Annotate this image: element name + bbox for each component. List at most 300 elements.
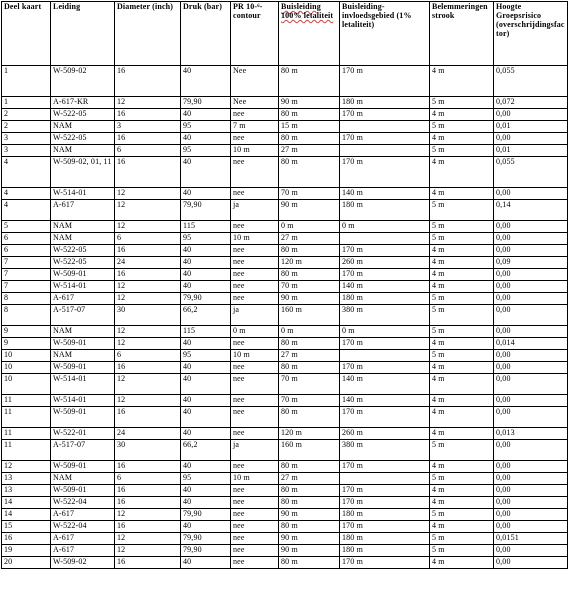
cell-leiding: A-517-07 (51, 305, 115, 326)
cell-druk: 40 (181, 269, 231, 281)
cell-diameter: 30 (115, 305, 181, 326)
cell-groepsrisico: 0,00 (494, 521, 568, 533)
cell-pr-contour: nee (231, 157, 279, 188)
table-row (2, 338, 568, 350)
cell-druk: 40 (181, 245, 231, 257)
cell-invloedsgebied (340, 350, 430, 362)
cell-leiding: W-522-04 (51, 521, 115, 533)
table-row (2, 269, 568, 281)
cell-leiding: NAM (51, 121, 115, 133)
table-row (2, 407, 568, 428)
cell-groepsrisico: 0,055 (494, 157, 568, 188)
cell-deel-kaart: 5 (2, 221, 51, 233)
cell-pr-contour: nee (231, 485, 279, 497)
cell-deel-kaart: 6 (2, 233, 51, 245)
cell-groepsrisico: 0,01 (494, 121, 568, 133)
cell-invloedsgebied: 170 m (340, 338, 430, 350)
cell-invloedsgebied (340, 121, 430, 133)
cell-pr-contour: nee (231, 338, 279, 350)
cell-belemmering: 5 m (430, 97, 494, 109)
cell-belemmering: 5 m (430, 121, 494, 133)
cell-pr-contour: nee (231, 395, 279, 407)
cell-letaliteit: 27 m (279, 473, 340, 485)
cell-groepsrisico: 0,09 (494, 257, 568, 269)
cell-druk: 79,90 (181, 533, 231, 545)
cell-pr-contour: nee (231, 109, 279, 121)
cell-belemmering: 5 m (430, 509, 494, 521)
header-druk: Druk (bar) (181, 2, 231, 66)
cell-invloedsgebied: 180 m (340, 509, 430, 521)
cell-letaliteit: 27 m (279, 145, 340, 157)
header-buisleiding-letaliteit: Buisleiding 100% letaliteit (279, 2, 340, 66)
table-row (2, 157, 568, 188)
cell-groepsrisico: 0,00 (494, 133, 568, 145)
cell-leiding: A-517-07 (51, 440, 115, 461)
cell-leiding: A-617 (51, 200, 115, 221)
cell-invloedsgebied (340, 145, 430, 157)
cell-letaliteit: 120 m (279, 428, 340, 440)
cell-pr-contour: nee (231, 461, 279, 473)
cell-druk: 79,90 (181, 293, 231, 305)
cell-invloedsgebied: 180 m (340, 293, 430, 305)
cell-letaliteit: 27 m (279, 233, 340, 245)
cell-pr-contour: nee (231, 362, 279, 374)
cell-leiding: W-509-01 (51, 338, 115, 350)
table-row (2, 461, 568, 473)
cell-invloedsgebied: 170 m (340, 461, 430, 473)
cell-leiding: NAM (51, 233, 115, 245)
cell-pr-contour: nee (231, 188, 279, 200)
cell-diameter: 16 (115, 497, 181, 509)
table-row (2, 485, 568, 497)
cell-invloedsgebied: 170 m (340, 157, 430, 188)
document-page (1, 1, 567, 569)
cell-leiding: W-514-01 (51, 188, 115, 200)
cell-belemmering: 5 m (430, 350, 494, 362)
cell-invloedsgebied: 140 m (340, 281, 430, 293)
cell-deel-kaart: 14 (2, 497, 51, 509)
cell-diameter: 6 (115, 473, 181, 485)
cell-belemmering: 5 m (430, 233, 494, 245)
cell-letaliteit: 90 m (279, 200, 340, 221)
cell-druk: 40 (181, 557, 231, 569)
cell-letaliteit: 80 m (279, 66, 340, 97)
cell-deel-kaart: 2 (2, 121, 51, 133)
cell-druk: 40 (181, 188, 231, 200)
cell-belemmering: 4 m (430, 395, 494, 407)
table-row (2, 326, 568, 338)
cell-diameter: 12 (115, 533, 181, 545)
cell-druk: 40 (181, 461, 231, 473)
cell-pr-contour: Nee (231, 97, 279, 109)
cell-invloedsgebied: 170 m (340, 66, 430, 97)
cell-druk: 40 (181, 497, 231, 509)
cell-invloedsgebied (340, 473, 430, 485)
cell-invloedsgebied: 170 m (340, 133, 430, 145)
cell-leiding: W-509-02 (51, 557, 115, 569)
cell-pr-contour: nee (231, 374, 279, 395)
cell-belemmering: 4 m (430, 407, 494, 428)
cell-druk: 79,90 (181, 97, 231, 109)
cell-letaliteit: 0 m (279, 326, 340, 338)
cell-diameter: 16 (115, 557, 181, 569)
cell-pr-contour: nee (231, 545, 279, 557)
cell-druk: 79,90 (181, 509, 231, 521)
cell-letaliteit: 80 m (279, 245, 340, 257)
cell-druk: 40 (181, 281, 231, 293)
cell-leiding: W-514-01 (51, 281, 115, 293)
table-row (2, 109, 568, 121)
cell-leiding: W-514-01 (51, 395, 115, 407)
cell-pr-contour: 10 m (231, 145, 279, 157)
cell-diameter: 16 (115, 133, 181, 145)
cell-druk: 40 (181, 157, 231, 188)
cell-invloedsgebied: 170 m (340, 521, 430, 533)
cell-belemmering: 4 m (430, 188, 494, 200)
cell-letaliteit: 80 m (279, 133, 340, 145)
cell-groepsrisico: 0,00 (494, 305, 568, 326)
cell-belemmering: 4 m (430, 557, 494, 569)
cell-letaliteit: 90 m (279, 293, 340, 305)
cell-deel-kaart: 13 (2, 485, 51, 497)
cell-invloedsgebied: 0 m (340, 221, 430, 233)
cell-invloedsgebied: 170 m (340, 362, 430, 374)
cell-druk: 40 (181, 338, 231, 350)
header-groepsrisico: Hoogte Groepsrisico (overschrijdingsfactor) (494, 2, 568, 66)
table-row (2, 293, 568, 305)
cell-diameter: 16 (115, 245, 181, 257)
table-row (2, 374, 568, 395)
cell-leiding: W-509-02 (51, 66, 115, 97)
cell-invloedsgebied: 260 m (340, 257, 430, 269)
cell-pr-contour: Nee (231, 66, 279, 97)
pipeline-table (1, 1, 568, 569)
cell-pr-contour: nee (231, 533, 279, 545)
cell-druk: 95 (181, 350, 231, 362)
cell-deel-kaart: 11 (2, 428, 51, 440)
cell-deel-kaart: 10 (2, 374, 51, 395)
cell-groepsrisico: 0,00 (494, 461, 568, 473)
cell-groepsrisico: 0,00 (494, 395, 568, 407)
cell-groepsrisico: 0,00 (494, 269, 568, 281)
cell-diameter: 12 (115, 221, 181, 233)
cell-leiding: NAM (51, 473, 115, 485)
cell-druk: 40 (181, 133, 231, 145)
cell-belemmering: 4 m (430, 245, 494, 257)
cell-diameter: 3 (115, 121, 181, 133)
cell-druk: 79,90 (181, 200, 231, 221)
table-row (2, 305, 568, 326)
table-row (2, 509, 568, 521)
cell-druk: 40 (181, 521, 231, 533)
cell-diameter: 12 (115, 374, 181, 395)
cell-leiding: NAM (51, 350, 115, 362)
cell-groepsrisico: 0,00 (494, 233, 568, 245)
cell-pr-contour: nee (231, 521, 279, 533)
cell-diameter: 12 (115, 545, 181, 557)
table-row (2, 533, 568, 545)
cell-groepsrisico: 0,00 (494, 281, 568, 293)
cell-deel-kaart: 20 (2, 557, 51, 569)
cell-pr-contour: ja (231, 305, 279, 326)
cell-belemmering: 5 m (430, 293, 494, 305)
cell-deel-kaart: 8 (2, 305, 51, 326)
cell-letaliteit: 80 m (279, 157, 340, 188)
cell-pr-contour: nee (231, 509, 279, 521)
cell-invloedsgebied: 380 m (340, 440, 430, 461)
table-row (2, 350, 568, 362)
cell-groepsrisico: 0,0151 (494, 533, 568, 545)
cell-diameter: 16 (115, 407, 181, 428)
cell-druk: 115 (181, 326, 231, 338)
cell-leiding: NAM (51, 326, 115, 338)
cell-letaliteit: 70 m (279, 395, 340, 407)
cell-pr-contour: nee (231, 557, 279, 569)
table-row (2, 440, 568, 461)
cell-deel-kaart: 19 (2, 545, 51, 557)
cell-groepsrisico: 0,00 (494, 326, 568, 338)
cell-belemmering: 5 m (430, 145, 494, 157)
cell-letaliteit: 27 m (279, 350, 340, 362)
cell-invloedsgebied: 170 m (340, 407, 430, 428)
cell-leiding: W-514-01 (51, 374, 115, 395)
cell-deel-kaart: 7 (2, 257, 51, 269)
cell-pr-contour: 10 m (231, 233, 279, 245)
cell-diameter: 24 (115, 428, 181, 440)
cell-deel-kaart: 7 (2, 281, 51, 293)
cell-diameter: 24 (115, 257, 181, 269)
cell-letaliteit: 90 m (279, 509, 340, 521)
cell-druk: 95 (181, 233, 231, 245)
cell-belemmering: 5 m (430, 545, 494, 557)
cell-groepsrisico: 0,00 (494, 485, 568, 497)
cell-pr-contour: nee (231, 293, 279, 305)
cell-belemmering: 5 m (430, 533, 494, 545)
cell-leiding: W-522-04 (51, 497, 115, 509)
header-leiding: Leiding (51, 2, 115, 66)
cell-letaliteit: 70 m (279, 281, 340, 293)
cell-letaliteit: 80 m (279, 497, 340, 509)
cell-deel-kaart: 7 (2, 269, 51, 281)
cell-diameter: 16 (115, 157, 181, 188)
cell-leiding: W-522-05 (51, 133, 115, 145)
cell-letaliteit: 80 m (279, 407, 340, 428)
cell-druk: 115 (181, 221, 231, 233)
cell-groepsrisico: 0,00 (494, 350, 568, 362)
table-header-row (2, 2, 568, 66)
cell-deel-kaart: 13 (2, 473, 51, 485)
cell-belemmering: 5 m (430, 440, 494, 461)
cell-groepsrisico: 0,00 (494, 188, 568, 200)
cell-pr-contour: 10 m (231, 350, 279, 362)
cell-letaliteit: 80 m (279, 557, 340, 569)
cell-diameter: 12 (115, 395, 181, 407)
cell-leiding: W-522-05 (51, 245, 115, 257)
cell-leiding: A-617 (51, 293, 115, 305)
cell-druk: 66,2 (181, 440, 231, 461)
cell-pr-contour: nee (231, 497, 279, 509)
cell-groepsrisico: 0,01 (494, 145, 568, 157)
cell-belemmering: 4 m (430, 461, 494, 473)
cell-pr-contour: nee (231, 245, 279, 257)
table-row (2, 245, 568, 257)
cell-invloedsgebied: 170 m (340, 557, 430, 569)
cell-invloedsgebied: 0 m (340, 326, 430, 338)
cell-pr-contour: nee (231, 257, 279, 269)
cell-diameter: 12 (115, 338, 181, 350)
cell-pr-contour: 0 m (231, 326, 279, 338)
cell-druk: 66,2 (181, 305, 231, 326)
cell-letaliteit: 160 m (279, 305, 340, 326)
header-pr-contour: PR 10-⁶-contour (231, 2, 279, 66)
cell-groepsrisico: 0,00 (494, 245, 568, 257)
cell-diameter: 12 (115, 97, 181, 109)
cell-druk: 95 (181, 121, 231, 133)
header-deel-kaart: Deel kaart (2, 2, 51, 66)
cell-diameter: 16 (115, 66, 181, 97)
table-row (2, 557, 568, 569)
cell-diameter: 12 (115, 200, 181, 221)
cell-letaliteit: 80 m (279, 362, 340, 374)
cell-druk: 40 (181, 395, 231, 407)
cell-pr-contour: 10 m (231, 473, 279, 485)
cell-druk: 40 (181, 428, 231, 440)
table-row (2, 145, 568, 157)
table-row (2, 133, 568, 145)
cell-diameter: 6 (115, 350, 181, 362)
cell-deel-kaart: 8 (2, 293, 51, 305)
cell-invloedsgebied: 170 m (340, 245, 430, 257)
cell-deel-kaart: 4 (2, 157, 51, 188)
cell-invloedsgebied (340, 233, 430, 245)
cell-leiding: W-522-01 (51, 428, 115, 440)
cell-belemmering: 5 m (430, 200, 494, 221)
cell-druk: 95 (181, 473, 231, 485)
cell-leiding: W-522-05 (51, 109, 115, 121)
cell-groepsrisico: 0,00 (494, 374, 568, 395)
cell-belemmering: 4 m (430, 362, 494, 374)
cell-invloedsgebied: 180 m (340, 200, 430, 221)
cell-deel-kaart: 10 (2, 362, 51, 374)
table-row (2, 362, 568, 374)
cell-deel-kaart: 1 (2, 66, 51, 97)
header-invloedsgebied: Buisleiding-invloedsgebied (1% letaliteit) (340, 2, 430, 66)
table-row (2, 97, 568, 109)
cell-invloedsgebied: 380 m (340, 305, 430, 326)
cell-deel-kaart: 9 (2, 326, 51, 338)
cell-groepsrisico: 0,00 (494, 497, 568, 509)
cell-diameter: 16 (115, 362, 181, 374)
cell-invloedsgebied: 180 m (340, 545, 430, 557)
cell-deel-kaart: 6 (2, 245, 51, 257)
cell-druk: 40 (181, 485, 231, 497)
table-body (2, 66, 568, 569)
cell-letaliteit: 90 m (279, 533, 340, 545)
cell-deel-kaart: 4 (2, 200, 51, 221)
cell-groepsrisico: 0,00 (494, 293, 568, 305)
cell-letaliteit: 120 m (279, 257, 340, 269)
cell-diameter: 12 (115, 281, 181, 293)
cell-groepsrisico: 0,00 (494, 509, 568, 521)
table-row (2, 200, 568, 221)
cell-diameter: 12 (115, 293, 181, 305)
header-diameter: Diameter (inch) (115, 2, 181, 66)
table-row (2, 66, 568, 97)
cell-invloedsgebied: 170 m (340, 109, 430, 121)
cell-groepsrisico: 0,00 (494, 407, 568, 428)
cell-groepsrisico: 0,055 (494, 66, 568, 97)
cell-invloedsgebied: 170 m (340, 269, 430, 281)
cell-druk: 40 (181, 362, 231, 374)
cell-druk: 40 (181, 109, 231, 121)
cell-diameter: 16 (115, 521, 181, 533)
cell-leiding: W-509-01 (51, 485, 115, 497)
cell-deel-kaart: 4 (2, 188, 51, 200)
cell-diameter: 12 (115, 509, 181, 521)
cell-letaliteit: 70 m (279, 188, 340, 200)
cell-leiding: W-509-01 (51, 407, 115, 428)
cell-letaliteit: 70 m (279, 374, 340, 395)
cell-belemmering: 4 m (430, 281, 494, 293)
cell-letaliteit: 80 m (279, 269, 340, 281)
cell-deel-kaart: 2 (2, 109, 51, 121)
cell-groepsrisico: 0,00 (494, 221, 568, 233)
cell-pr-contour: ja (231, 200, 279, 221)
cell-deel-kaart: 3 (2, 133, 51, 145)
cell-invloedsgebied: 170 m (340, 485, 430, 497)
cell-letaliteit: 15 m (279, 121, 340, 133)
cell-diameter: 30 (115, 440, 181, 461)
cell-druk: 40 (181, 374, 231, 395)
cell-pr-contour: nee (231, 133, 279, 145)
cell-groepsrisico: 0,013 (494, 428, 568, 440)
table-row (2, 545, 568, 557)
cell-invloedsgebied: 140 m (340, 395, 430, 407)
cell-belemmering: 5 m (430, 221, 494, 233)
cell-letaliteit: 80 m (279, 485, 340, 497)
cell-letaliteit: 0 m (279, 221, 340, 233)
cell-letaliteit: 80 m (279, 521, 340, 533)
cell-deel-kaart: 11 (2, 407, 51, 428)
cell-belemmering: 5 m (430, 326, 494, 338)
cell-diameter: 12 (115, 326, 181, 338)
cell-pr-contour: ja (231, 440, 279, 461)
cell-invloedsgebied: 140 m (340, 188, 430, 200)
table-row (2, 473, 568, 485)
cell-groepsrisico: 0,00 (494, 440, 568, 461)
table-row (2, 233, 568, 245)
table-row (2, 188, 568, 200)
cell-letaliteit: 90 m (279, 545, 340, 557)
cell-groepsrisico: 0,014 (494, 338, 568, 350)
cell-groepsrisico: 0,00 (494, 557, 568, 569)
cell-leiding: A-617 (51, 545, 115, 557)
cell-deel-kaart: 14 (2, 509, 51, 521)
cell-deel-kaart: 16 (2, 533, 51, 545)
table-row (2, 221, 568, 233)
cell-belemmering: 4 m (430, 66, 494, 97)
cell-druk: 95 (181, 145, 231, 157)
cell-invloedsgebied: 180 m (340, 97, 430, 109)
cell-deel-kaart: 12 (2, 461, 51, 473)
cell-deel-kaart: 11 (2, 440, 51, 461)
cell-groepsrisico: 0,14 (494, 200, 568, 221)
cell-leiding: A-617 (51, 533, 115, 545)
table-row (2, 497, 568, 509)
cell-groepsrisico: 0,00 (494, 545, 568, 557)
cell-groepsrisico: 0,00 (494, 362, 568, 374)
cell-druk: 40 (181, 257, 231, 269)
